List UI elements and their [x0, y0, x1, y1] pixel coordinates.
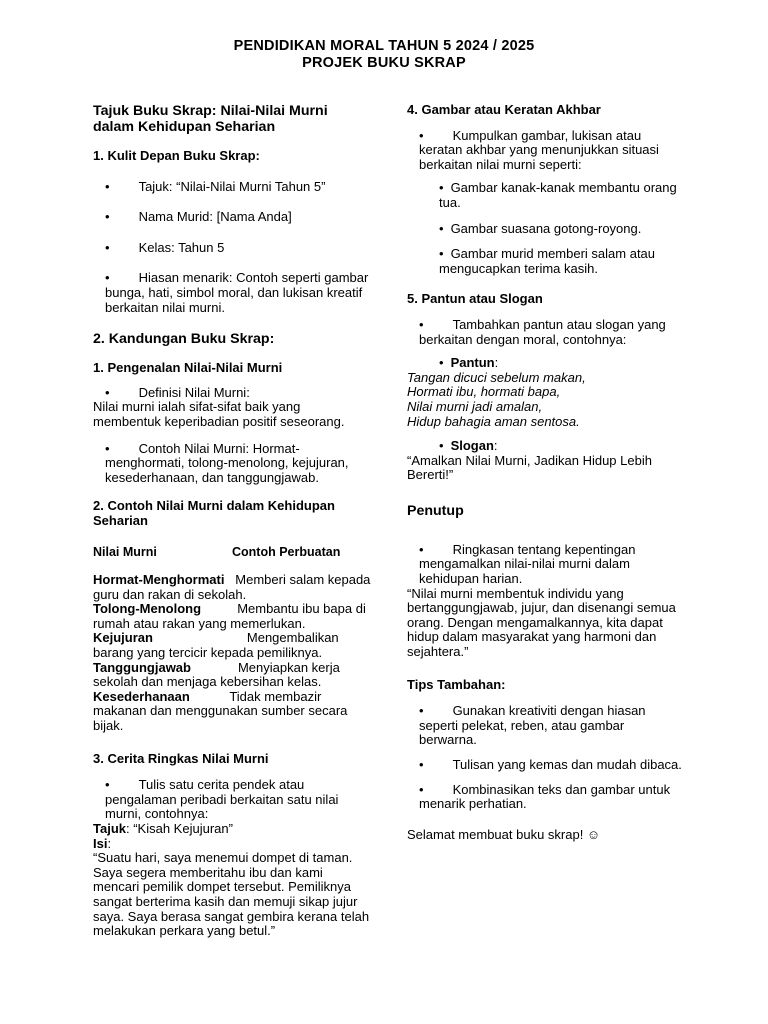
pantun-line: Hidup bahagia aman sentosa.: [407, 413, 580, 429]
sub-heading-story: 3. Cerita Ringkas Nilai Murni: [93, 750, 269, 766]
table-row: [93, 631, 371, 660]
section-tips-heading: Tips Tambahan:: [407, 676, 506, 692]
table-row: [93, 573, 371, 602]
list-item: • Nama Murid: [Nama Anda]: [93, 210, 371, 225]
list-item: • Hiasan menarik: Contoh seperti gambar bunga, hati, simbol moral, dan lukisan kreatif berkaitan nilai murni.: [93, 271, 371, 315]
pantun-intro: • Tambahkan pantun atau slogan yang berkaitan dengan moral, contohnya:: [407, 318, 682, 347]
sub-heading-examples: 2. Contoh Nilai Murni dalam Kehidupan Seharian: [93, 498, 335, 528]
slogan-text: “Amalkan Nilai Murni, Jadikan Hidup Lebih Bererti!”: [407, 452, 652, 483]
section-cover-heading: 1. Kulit Depan Buku Skrap:: [93, 148, 260, 163]
right-column: [407, 103, 682, 842]
story-title-value: : “Kisah Kejujuran”: [126, 821, 233, 836]
column-header-perbuatan: Contoh Perbuatan: [232, 544, 341, 559]
pantun-label: Pantun: [450, 355, 495, 371]
pantun-label-line: • Pantun:: [407, 356, 682, 371]
cell-perbuatan: Menyiapkan kerja sekolah dan menjaga kebersihan kelas.: [93, 659, 340, 690]
cell-perbuatan: Memberi salam kepada guru dan rakan di sekolah.: [93, 572, 371, 602]
section-pantun-heading: 5. Pantun atau Slogan: [407, 291, 543, 307]
closing-item: • Ringkasan tentang kepentingan mengamalkan nilai-nilai murni dalam kehidupan harian.: [407, 543, 682, 587]
left-column: [93, 103, 371, 939]
column-header-nilai: Nilai Murni: [93, 544, 157, 559]
cell-perbuatan: Mengembalikan barang yang tercicir kepada pemiliknya.: [93, 630, 339, 661]
section-contents-heading: 2. Kandungan Buku Skrap:: [93, 331, 275, 348]
definition-label: • Definisi Nilai Murni:: [93, 386, 371, 401]
pantun-line: Hormati ibu, hormati bapa,: [407, 384, 561, 400]
isi-colon: :: [107, 835, 112, 851]
examples-item: • Contoh Nilai Murni: Hormat-menghormati, tolong-menolong, kejujuran, kesederhanaan, dan tanggungjawab.: [93, 442, 371, 486]
story-body-label: [93, 837, 371, 852]
section-pictures-heading: 4. Gambar atau Keratan Akhbar: [407, 102, 601, 117]
scrapbook-title: Tajuk Buku Skrap: Nilai-Nilai Murni dalam Kehidupan Seharian: [93, 103, 328, 135]
list-item: • Tajuk: “Nilai-Nilai Murni Tahun 5”: [93, 180, 371, 195]
cell-nilai: Tanggungjawab: [93, 659, 191, 675]
pantun-line: Nilai murni jadi amalan,: [407, 398, 543, 414]
sub-heading-intro: 1. Pengenalan Nilai-Nilai Murni: [93, 360, 283, 376]
story-title-label: Tajuk: [93, 821, 126, 836]
section-closing-heading: Penutup: [407, 502, 464, 519]
cell-perbuatan: Membantu ibu bapa di rumah atau rakan yang memerlukan.: [93, 601, 366, 631]
table-header: [93, 545, 371, 560]
pictures-intro: • Kumpulkan gambar, lukisan atau keratan akhbar yang menunjukkan situasi berkaitan nilai murni seperti:: [407, 129, 682, 173]
table-row: [93, 661, 371, 690]
story-body: “Suatu hari, saya menemui dompet di taman. Saya segera memberitahu ibu dan kami mencari pemilik dompet tersebut. Pemiliknya sangat berterima kasih dan memuji sikap jujur saya. Saya berasa sangat gembira kerana telah melakukan perkara yang betul.”: [93, 850, 370, 939]
tip-item: • Tulisan yang kemas dan mudah dibaca.: [407, 758, 682, 773]
pantun-line: Tangan dicuci sebelum makan,: [407, 369, 586, 385]
slogan-label-line: • Slogan:: [407, 439, 682, 454]
list-item: • Gambar murid memberi salam atau mengucapkan terima kasih.: [407, 247, 682, 276]
closing-greeting: Selamat membuat buku skrap! ☺: [407, 826, 601, 842]
isi-label: Isi: [93, 835, 108, 851]
tip-item: • Kombinasikan teks dan gambar untuk menarik perhatian.: [407, 783, 682, 812]
document-title: PENDIDIKAN MORAL TAHUN 5 2024 / 2025: [233, 38, 535, 54]
cell-perbuatan: Tidak membazir makanan dan menggunakan sumber secara bijak.: [93, 688, 348, 734]
cell-nilai: Tolong-Menolong: [93, 601, 202, 617]
closing-quote: “Nilai murni membentuk individu yang bertanggungjawab, jujur, dan disenangi semua orang. Dengan mengamalkannya, kita dapat hidup dalam masyarakat yang harmoni dan sejahtera.”: [407, 585, 676, 660]
table-row: [93, 690, 371, 734]
values-table: [93, 573, 371, 734]
tip-item: • Gunakan kreativiti dengan hiasan seperti pelekat, reben, atau gambar berwarna.: [407, 704, 682, 748]
cell-nilai: Kejujuran: [93, 630, 153, 646]
story-title: [93, 822, 371, 837]
story-item: • Tulis satu cerita pendek atau pengalaman peribadi berkaitan satu nilai murni, contohnya:: [93, 778, 371, 822]
cell-nilai: Hormat-Menghormati: [93, 572, 225, 588]
definition-text: Nilai murni ialah sifat-sifat baik yang membentuk keperibadian positif seseorang.: [93, 399, 345, 429]
table-row: [93, 602, 371, 631]
list-item: • Gambar suasana gotong-royong.: [407, 222, 682, 237]
cell-nilai: Kesederhanaan: [93, 688, 190, 704]
list-item: • Kelas: Tahun 5: [93, 241, 371, 256]
pantun-verse: [407, 371, 682, 429]
document-subtitle: PROJEK BUKU SKRAP: [302, 55, 466, 71]
list-item: • Gambar kanak-kanak membantu orang tua.: [407, 181, 682, 210]
slogan-label: Slogan: [450, 438, 494, 454]
